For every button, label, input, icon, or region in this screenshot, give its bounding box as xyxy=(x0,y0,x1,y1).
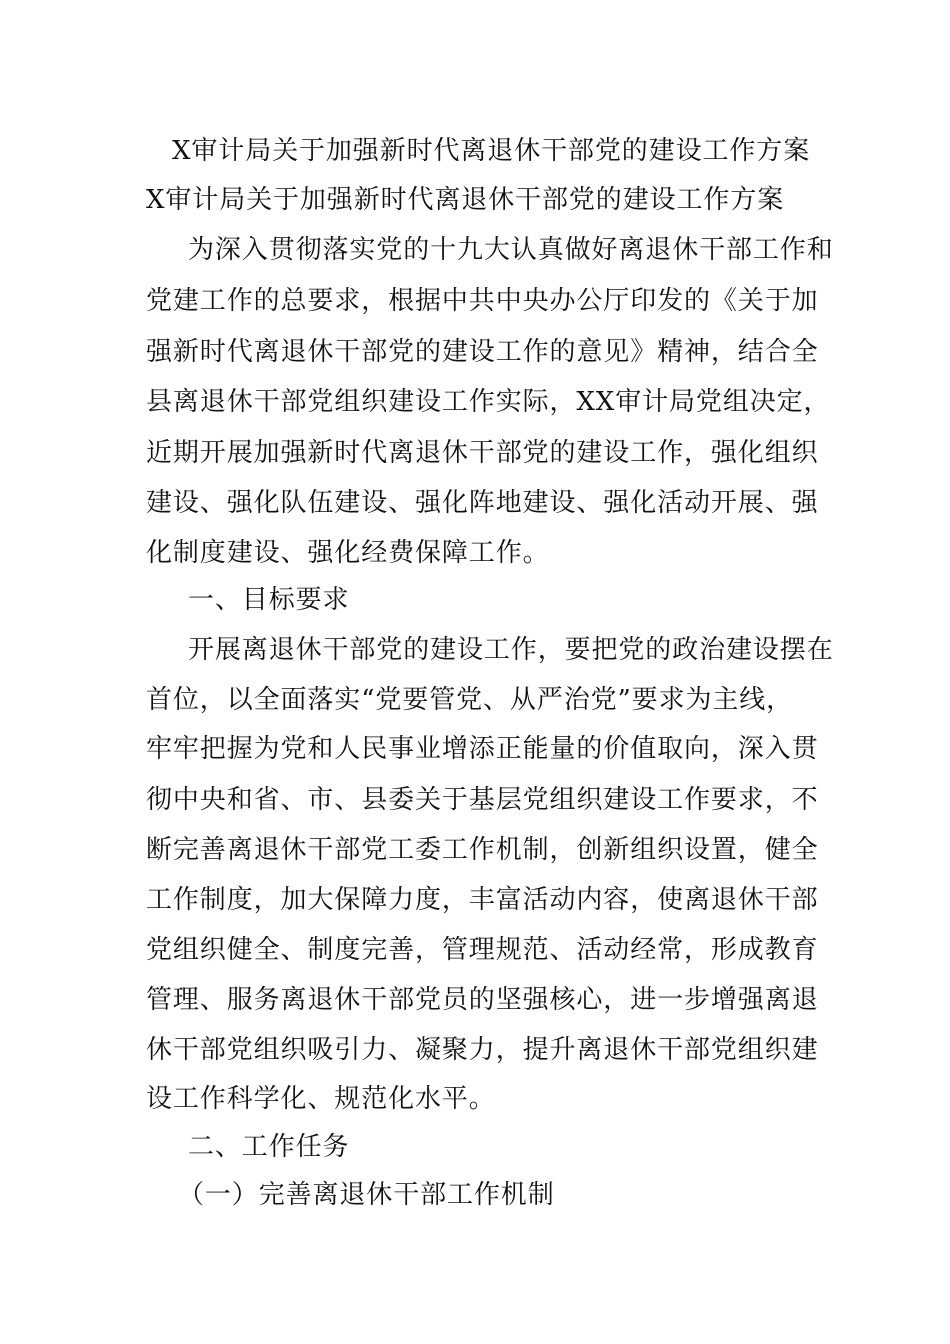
paragraph-1-line-3: 强新时代离退休干部党的建设工作的意见》精神，结合全 xyxy=(146,337,819,367)
document-title-repeat: X审计局关于加强新时代离退休干部党的建设工作方案 xyxy=(146,185,785,215)
paragraph-2-line-6: 工作制度，加大保障力度，丰富活动内容，使离退休干部 xyxy=(146,885,819,915)
paragraph-2-line-9: 休干部党组织吸引力、凝聚力，提升离退休干部党组织建 xyxy=(146,1035,819,1065)
paragraph-2-line-8: 管理、服务离退休干部党员的坚强核心，进一步增强离退 xyxy=(146,985,819,1015)
subsection-1-heading: （一）完善离退休干部工作机制 xyxy=(178,1180,555,1210)
section-1-heading: 一、目标要求 xyxy=(188,585,350,615)
section-2-heading: 二、工作任务 xyxy=(188,1132,350,1162)
paragraph-2-line-7: 党组织健全、制度完善，管理规范、活动经常，形成教育 xyxy=(146,935,819,965)
paragraph-1-line-5: 近期开展加强新时代离退休干部党的建设工作，强化组织 xyxy=(146,438,819,468)
paragraph-2-line-4: 彻中央和省、市、县委关于基层党组织建设工作要求，不 xyxy=(146,785,819,815)
paragraph-1-line-6: 建设、强化队伍建设、强化阵地建设、强化活动开展、强 xyxy=(146,488,819,518)
paragraph-2-line-10: 设工作科学化、规范化水平。 xyxy=(146,1084,496,1114)
paragraph-1-line-2: 党建工作的总要求，根据中共中央办公厅印发的《关于加 xyxy=(146,286,819,316)
paragraph-2-line-5: 断完善离退休干部党工委工作机制，创新组织设置，健全 xyxy=(146,835,819,865)
document-title: X审计局关于加强新时代离退休干部党的建设工作方案 xyxy=(172,136,811,166)
paragraph-2-line-3: 牢牢把握为党和人民事业增添正能量的价值取向，深入贯 xyxy=(146,734,819,764)
paragraph-1-line-4: 县离退休干部党组织建设工作实际，XX审计局党组决定， xyxy=(146,387,831,417)
paragraph-1-line-7: 化制度建设、强化经费保障工作。 xyxy=(146,538,550,568)
paragraph-2-line-2: 首位，以全面落实“党要管党、从严治党”要求为主线， xyxy=(146,685,794,715)
paragraph-1-line-1: 为深入贯彻落实党的十九大认真做好离退休干部工作和 xyxy=(188,235,834,265)
paragraph-2-line-1: 开展离退休干部党的建设工作，要把党的政治建设摆在 xyxy=(188,635,834,665)
